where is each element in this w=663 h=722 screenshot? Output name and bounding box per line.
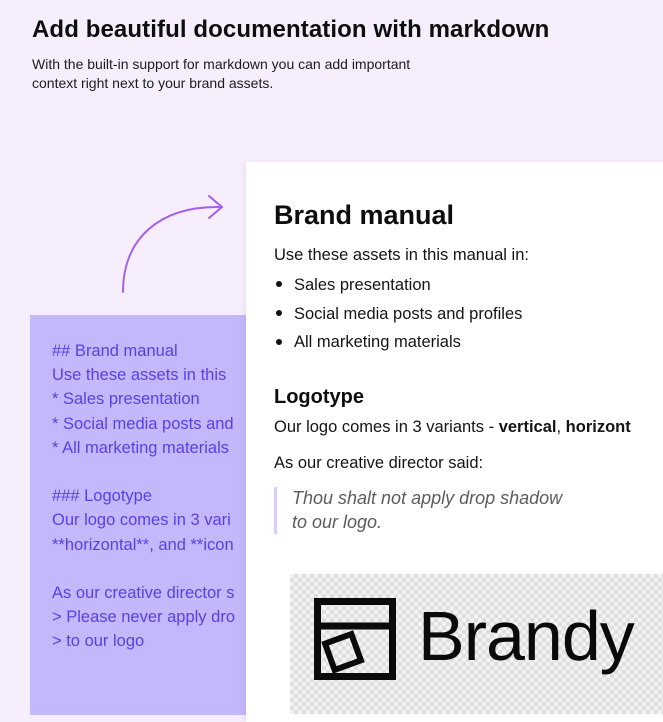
quote-text: Thou shalt not apply drop shadow to our logo. xyxy=(292,488,563,532)
brandy-wordmark: Brandy xyxy=(418,597,634,675)
variant-vertical: vertical xyxy=(498,418,557,436)
markdown-editor[interactable] xyxy=(30,315,260,715)
preview-bullet-list xyxy=(274,271,522,357)
preview-intro: Use these assets in this manual in: xyxy=(274,246,529,264)
preview-title: Brand manual xyxy=(274,200,455,230)
preview-section-title: Logotype xyxy=(274,386,364,408)
markdown-source-text[interactable]: ## Brand manual Use these assets in this * Sales presentation * Social media posts and * All marketing materials ### Logotype Our logo comes in 3 vari **horizontal**, and **icon As our creative director s > Please never apply dro > to our logo xyxy=(52,342,235,651)
page-subtitle: With the built-in support for markdown you can add important context right next to your brand assets. xyxy=(32,56,411,91)
list-item: All marketing materials xyxy=(274,328,522,357)
list-item: Social media posts and profiles xyxy=(274,300,522,329)
logo-preview-image[interactable] xyxy=(290,574,663,714)
blockquote xyxy=(274,487,562,534)
variant-separator: , xyxy=(556,418,566,436)
logo-variants-text xyxy=(274,418,631,437)
rendered-preview xyxy=(246,162,663,722)
director-line: As our creative director said: xyxy=(274,454,484,472)
brandy-logo-mark-icon xyxy=(314,598,396,680)
variants-prefix: Our logo comes in 3 variants - xyxy=(274,418,499,436)
curved-arrow-icon xyxy=(115,188,230,298)
page-headline: Add beautiful documentation with markdown xyxy=(32,16,550,43)
list-item: Sales presentation xyxy=(274,271,522,300)
variant-horizontal: horizont xyxy=(565,418,631,436)
